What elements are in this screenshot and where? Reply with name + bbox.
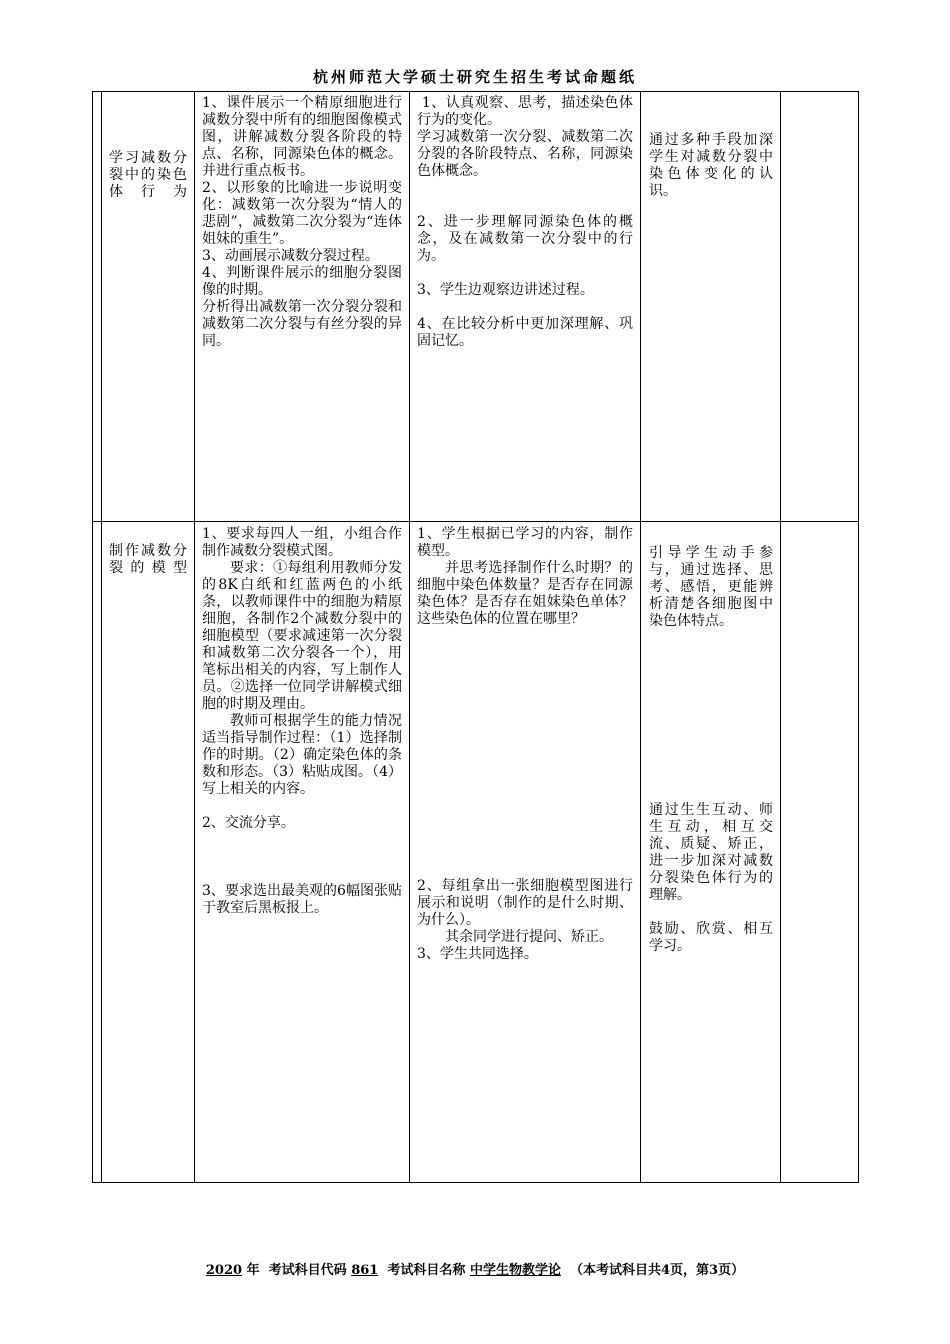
intent-text: 鼓励、欣赏、相互学习。	[649, 921, 773, 954]
student-step: 3、学生边观察边讲述过程。	[417, 282, 594, 298]
intent-text: 通过生生互动、师生互动，相互交流、质疑、矫正，进一步加深对减数分裂染色体行为的理解。	[649, 802, 773, 903]
student-step: 1、学生根据已学习的内容，制作模型。	[417, 526, 633, 559]
teacher-step: 1、要求每四人一组，小组合作制作减数分裂模式图。	[202, 526, 402, 559]
student-step: 并思考选择制作什么时期？的细胞中染色体数量？是否存在同源染色体？是否存在姐妹染色单体？这些染色体的位置在哪里？	[417, 560, 633, 627]
student-step: 2、每组拿出一张细胞模型图进行展示和说明（制作的是什么时期、为什么）。	[417, 878, 633, 928]
page-title: 杭州师范大学硕士研究生招生考试命题纸	[312, 68, 637, 86]
teacher-step: 3、动画展示减数分裂过程。	[202, 248, 379, 264]
page-count: （本考试科目共4页，第3页）	[570, 1263, 745, 1278]
column-divider	[409, 92, 410, 1182]
exam-code: 861	[351, 1263, 379, 1278]
subject-label: 考试科目名称	[387, 1263, 466, 1278]
lesson-table	[92, 91, 859, 1183]
intent-text: 引导学生动手参与，通过选择、思考、感悟，更能辨析清楚各细胞图中染色体特点。	[649, 545, 773, 629]
row-topic: 制作减数分裂的模型	[109, 543, 187, 576]
teacher-step: 教师可根据学生的能力情况适当指导制作过程：（1）选择制作的时期。（2）确定染色体的条数和形态。（3）粘贴成图。（4）写上相关的内容。	[202, 713, 402, 797]
design-intent	[649, 132, 773, 200]
student-step: 1、认真观察、思考，描述染色体行为的变化。	[417, 95, 633, 128]
teacher-step: 1、课件展示一个精原细胞进行减数分裂中所有的细胞图像模式图，讲解减数分裂各阶段的特点、名称，同源染色体的概念。并进行重点板书。	[202, 95, 402, 179]
design-intent	[649, 545, 773, 955]
teacher-step: 2、以形象的比喻进一步说明变化：减数第一次分裂为“情人的悲剧”，减数第二次分裂为“连体姐妹的重生”。	[202, 180, 402, 247]
student-step: 3、学生共同选择。	[417, 946, 538, 962]
page-footer	[0, 1259, 950, 1278]
teacher-activity	[202, 95, 402, 350]
row-divider	[93, 521, 858, 522]
teacher-step: 4、判断课件展示的细胞分裂图像的时期。	[202, 265, 402, 298]
row-topic: 学习减数分裂中的染色体行为	[109, 150, 187, 200]
teacher-step: 要求：①每组利用教师分发的8K白纸和红蓝两色的小纸条，以教师课件中的细胞为精原细胞，各制作2个减数分裂中的细胞模型（要求减速第一次分裂和减数第二次分裂各一个），用笔标出相关的内容，写上制作人员。②选择一位同学讲解模式细胞的时期及理由。	[202, 560, 402, 712]
exam-year: 2020	[205, 1263, 243, 1278]
student-activity	[417, 95, 633, 350]
code-label: 年 考试科目代码	[246, 1263, 347, 1278]
intent-text: 通过多种手段加深学生对减数分裂中染色体变化的认识。	[649, 132, 773, 199]
teacher-step: 分析得出减数第一次分裂分裂和减数第二次分裂与有丝分裂的异同。	[202, 299, 402, 349]
column-divider	[194, 92, 195, 1182]
student-step: 2、进一步理解同源染色体的概念，及在减数第一次分裂中的行为。	[417, 214, 633, 264]
teacher-step: 3、要求选出最美观的6幅图张贴于教室后黑板报上。	[202, 883, 402, 916]
column-divider	[101, 92, 102, 1182]
teacher-step: 2、交流分享。	[202, 815, 295, 831]
column-divider	[640, 92, 641, 1182]
exam-subject: 中学生物教学论	[469, 1263, 561, 1278]
column-divider	[780, 92, 781, 1182]
student-step: 其余同学进行提问、矫正。	[445, 929, 613, 945]
teacher-activity	[202, 526, 402, 917]
student-step: 4、在比较分析中更加深理解、巩固记忆。	[417, 316, 633, 349]
student-step: 学习减数第一次分裂、减数第二次分裂的各阶段特点、名称，同源染色体概念。	[417, 129, 633, 179]
student-activity	[417, 526, 633, 963]
